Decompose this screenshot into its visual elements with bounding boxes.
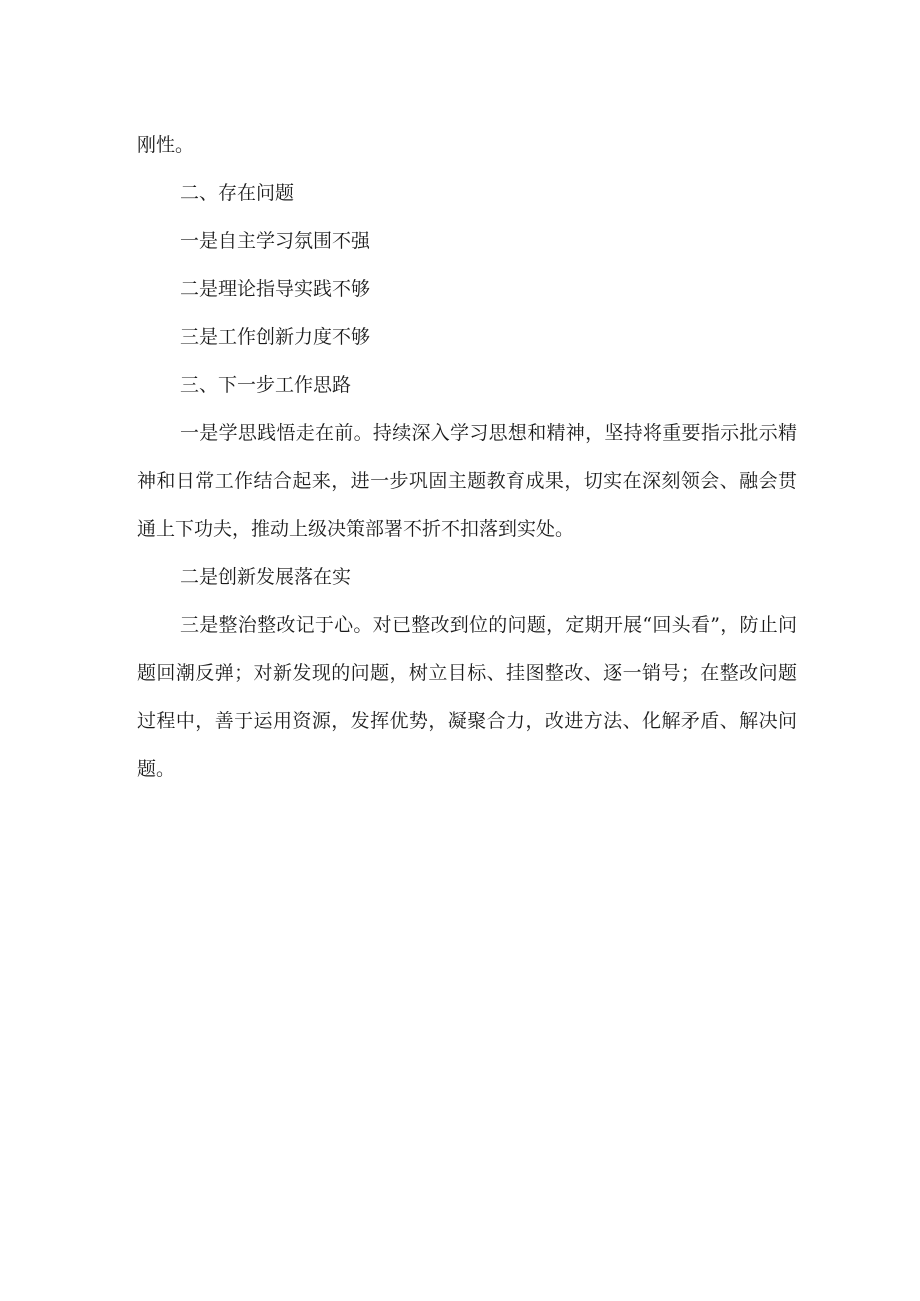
problem-item-2: 二是理论指导实践不够 xyxy=(180,278,371,300)
problem-item-1: 一是自主学习氛围不强 xyxy=(180,230,371,252)
document-body xyxy=(137,121,797,793)
section-heading-problems: 二、存在问题 xyxy=(180,182,295,204)
problem-item-3: 三是工作创新力度不够 xyxy=(180,326,371,348)
next-step-item-3: 三是整治整改记于心。对已整改到位的问题，定期开展“回头看”，防止问题回潮反弹；对新发现的问题，树立目标、挂图整改、逐一销号；在整改问题过程中，善于运用资源，发挥优势，凝聚合力，改进方法、化解矛盾、解决问题。 xyxy=(137,614,797,780)
next-step-item-1: 一是学思践悟走在前。持续深入学习思想和精神，坚持将重要指示批示精神和日常工作结合起来，进一步巩固主题教育成果，切实在深刻领会、融会贯通上下功夫，推动上级决策部署不折不扣落到实处。 xyxy=(137,422,797,540)
paragraph-continuation: 刚性。 xyxy=(137,134,195,156)
section-heading-next-steps: 三、下一步工作思路 xyxy=(180,374,352,396)
next-step-item-2: 二是创新发展落在实 xyxy=(180,566,352,588)
